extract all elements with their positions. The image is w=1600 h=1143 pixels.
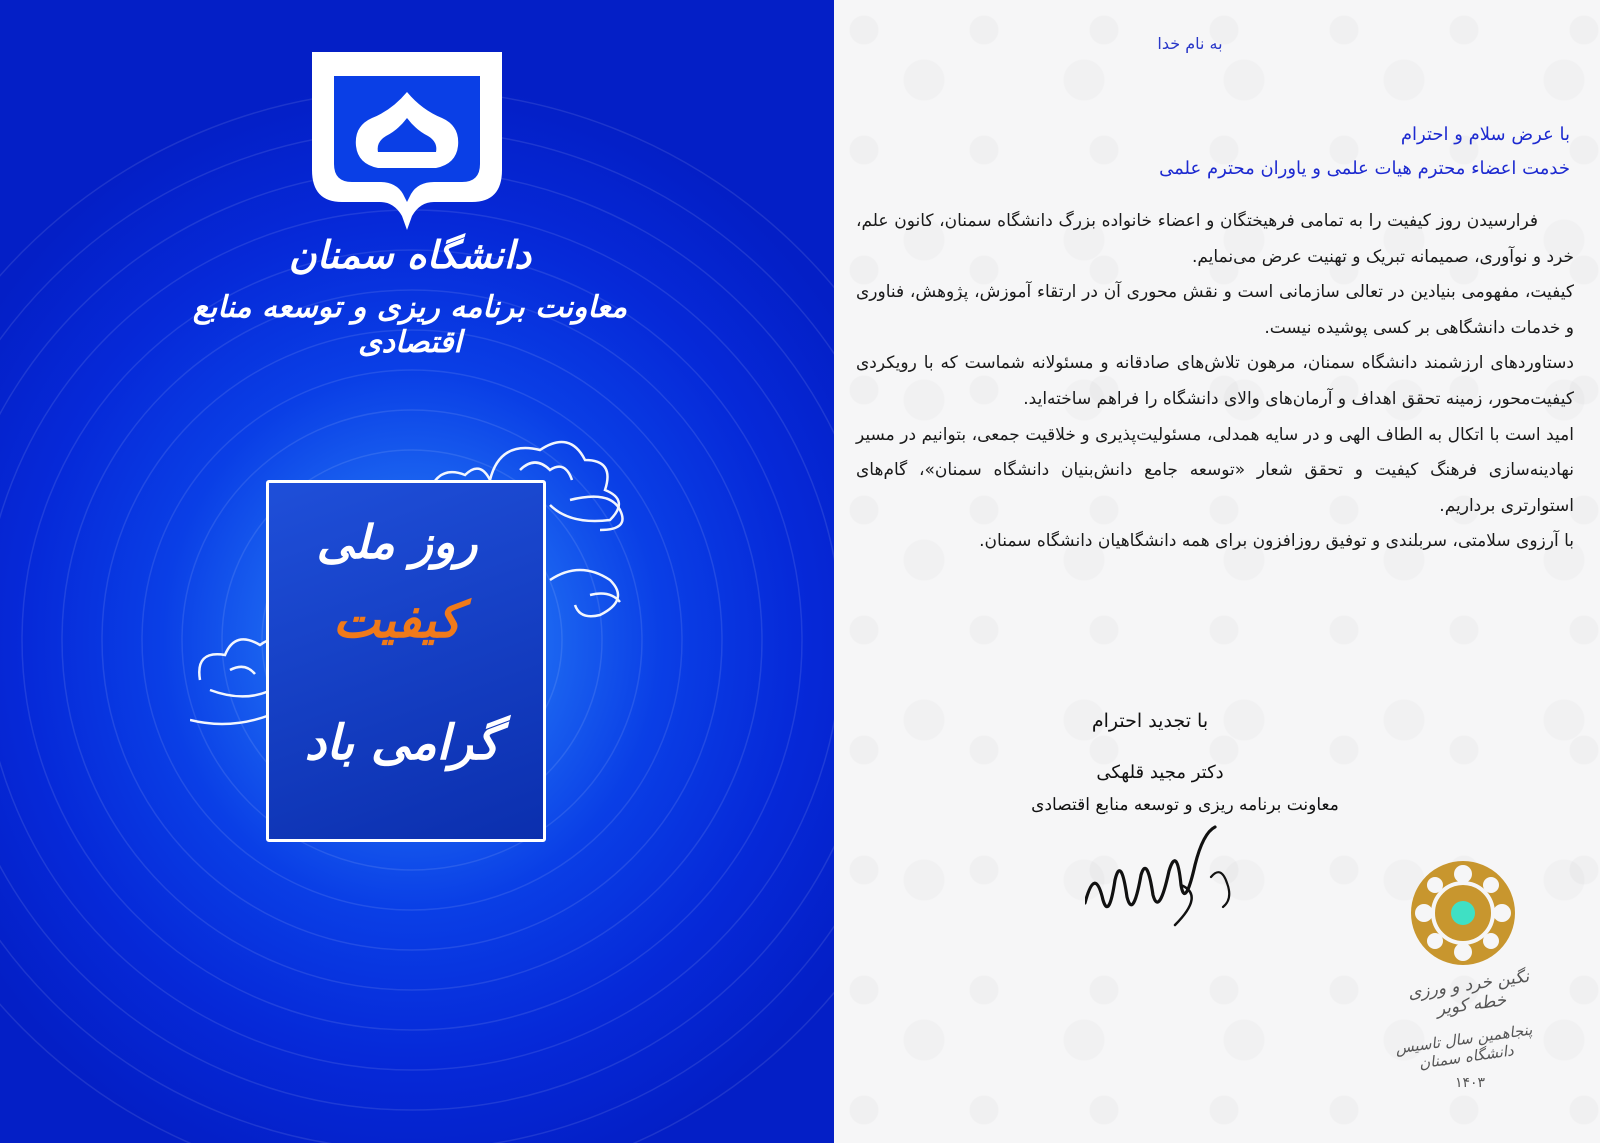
badge-line-quality: کیفیت bbox=[332, 590, 462, 649]
body-paragraph: فرارسیدن روز کیفیت را به تمامی فرهیختگان و اعضاء خانواده بزرگ دانشگاه سمنان، کانون علم، خرد و نوآوری، صمیمانه تبریک و تهنیت عرض می‌نمایم. bbox=[856, 211, 1574, 267]
handwritten-signature bbox=[1085, 825, 1255, 935]
body-paragraph: کیفیت، مفهومی بنیادین در تعالی سازمانی است و نقش محوری آن در ارتقاء آموزش، پژوهش، فناوری و خدمات دانشگاهی بر کسی پوشیده نیست. bbox=[856, 282, 1574, 338]
anniversary-title: پنجاهمین سال تاسیس دانشگاه سمنان bbox=[1394, 1020, 1534, 1073]
greeting-recipients: خدمت اعضاء محترم هیات علمی و یاوران محترم علمی bbox=[1159, 158, 1570, 179]
department-title: معاونت برنامه ریزی و توسعه منابع اقتصادی bbox=[192, 290, 628, 360]
greeting-salutation: با عرض سلام و احترام bbox=[1400, 124, 1570, 145]
anniversary-emblem-icon bbox=[1408, 858, 1518, 968]
letter-body bbox=[856, 204, 1574, 560]
university-emblem-icon bbox=[312, 52, 502, 230]
signer-title: معاونت برنامه ریزی و توسعه منابع اقتصادی bbox=[1031, 795, 1339, 815]
anniversary-year: ۱۴۰۳ bbox=[1454, 1075, 1486, 1091]
body-paragraph: دستاوردهای ارزشمند دانشگاه سمنان، مرهون تلاش‌های صادقانه و مسئولانه شماست که با رویکردی کیفیت‌محور، زمینه تحقق اهداف و آرمان‌های والای دانشگاه را فراهم ساخته‌اید. bbox=[856, 353, 1574, 409]
badge-line-honored: گرامی باد bbox=[304, 715, 500, 771]
closing-phrase: با تجدید احترام bbox=[1091, 710, 1209, 732]
anniversary-slogan: نگین خرد و ورزی خطه کویر bbox=[1406, 966, 1531, 1020]
body-paragraph: با آرزوی سلامتی، سربلندی و توفیق روزافزون برای همه دانشگاهیان دانشگاه سمنان. bbox=[979, 531, 1574, 552]
badge-line-national-day: روز ملی bbox=[316, 515, 478, 569]
university-name: دانشگاه سمنان bbox=[288, 232, 532, 277]
greeting-block bbox=[1060, 118, 1570, 186]
signer-name: دکتر مجید قلهکی bbox=[1096, 762, 1224, 783]
basmala-heading: به نام خدا bbox=[1157, 34, 1223, 53]
body-paragraph: امید است با اتکال به الطاف الهی و در سایه همدلی، مسئولیت‌پذیری و خلاقیت جمعی، بتوانیم در مسیر نهادینه‌سازی فرهنگ کیفیت و تحقق شعار «توسعه جامع دانش‌بنیان دانشگاه سمنان»، گام‌های استوارتری برداریم. bbox=[856, 424, 1574, 516]
